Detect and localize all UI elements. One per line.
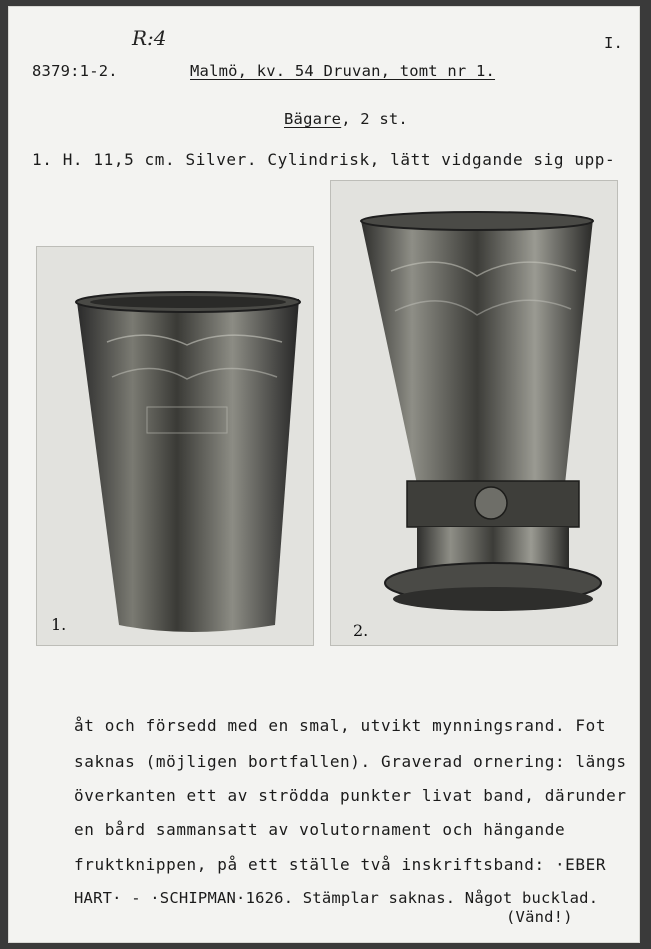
find-location: Malmö, kv. 54 Druvan, tomt nr 1. bbox=[190, 62, 496, 80]
photo-1-label: 1. bbox=[51, 615, 67, 634]
intro-line: 1. H. 11,5 cm. Silver. Cylindrisk, lätt vidgande sig upp- bbox=[32, 150, 616, 169]
beaker-2-image bbox=[331, 181, 617, 645]
object-count: , 2 st. bbox=[341, 110, 408, 128]
photo-2-label: 2. bbox=[353, 621, 369, 640]
catalog-card bbox=[8, 6, 640, 943]
description-line: åt och försedd med en smal, utvikt mynningsrand. Fot bbox=[74, 716, 607, 735]
description-line: en bård sammansatt av volutornament och hängande bbox=[74, 820, 566, 839]
description-line: fruktknippen, på ett ställe två inskriftsband: ·EBER bbox=[74, 855, 607, 874]
beaker-1-image bbox=[37, 247, 313, 645]
object-title: Bägare bbox=[284, 110, 342, 128]
photo-beaker-2 bbox=[330, 180, 618, 646]
continue-note: (Vänd!) bbox=[506, 908, 573, 926]
catalog-number: 8379:1-2. bbox=[32, 62, 118, 80]
description-line: HART· - ·SCHIPMAN·1626. Stämplar saknas. Något bucklad. bbox=[74, 889, 599, 907]
photo-beaker-1 bbox=[36, 246, 314, 646]
page-number: I. bbox=[604, 34, 624, 52]
object-heading bbox=[284, 110, 408, 128]
handwritten-note: R:4 bbox=[132, 26, 167, 50]
description-line: saknas (möjligen bortfallen). Graverad ornering: längs bbox=[74, 752, 627, 771]
description-line: överkanten ett av strödda punkter livat band, därunder bbox=[74, 786, 627, 805]
